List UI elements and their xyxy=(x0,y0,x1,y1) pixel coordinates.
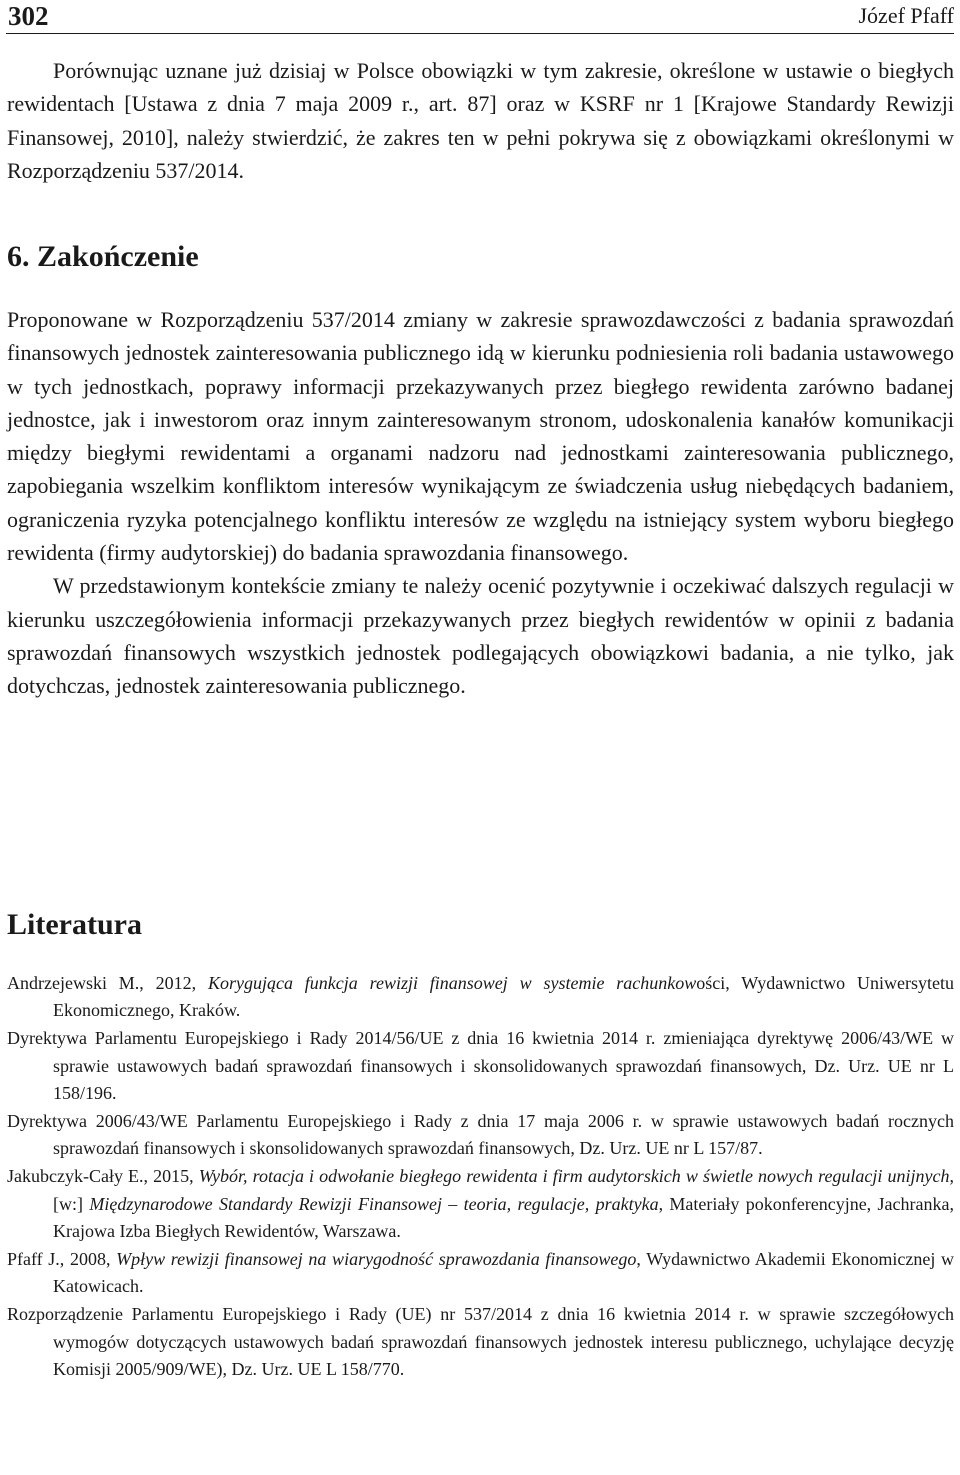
header-rule xyxy=(6,33,954,34)
reference-author: Jakubczyk-Cały E., 2015, xyxy=(7,1166,199,1187)
reference-rest: , Wydawnictwo Akademii Ekonomicznej w Katowicach. xyxy=(53,1249,955,1297)
page-number: 302 xyxy=(8,1,49,31)
literature-heading: Literatura xyxy=(7,908,142,941)
reference-title: Korygująca funkcja rewizji finansowej w systemie rachunkow xyxy=(207,973,697,993)
section-heading: 6. Zakończenie xyxy=(7,240,199,273)
reference-item xyxy=(7,1108,954,1162)
reference-text: Dyrektywa 2006/43/WE Parlamentu Europejskiego i Rady z dnia 17 maja 2006 r. w sprawie ustawowych badań rocznych sprawozdań finansowych i skonsolidowanych sprawozdań finansowych, Dz. Urz. UE nr L 157/87. xyxy=(7,1111,954,1159)
reference-author: Andrzejewski M., 2012, xyxy=(7,973,208,993)
reference-title-2: Międzynarodowe Standardy Rewizji Finansowej – teoria, regulacje, praktyka xyxy=(89,1193,659,1214)
conclusion-section xyxy=(7,303,954,703)
reference-text: Dyrektywa Parlamentu Europejskiego i Rady 2014/56/UE z dnia 16 kwietnia 2014 r. zmieniająca dyrektywę 2006/43/WE w sprawie ustawowych badań sprawozdań finansowych i skonsolidowanych sprawozdań finansowych, Dz. Urz. UE nr L 158/196. xyxy=(7,1028,954,1103)
reference-text: Rozporządzenie Parlamentu Europejskiego i Rady (UE) nr 537/2014 z dnia 16 kwietnia 2014 r. w sprawie szczegółowych wymogów dotyczących ustawowych badań sprawozdań finansowych jednostek interesu publicznego, uchylające decyzję Komisji 2005/909/WE), Dz. Urz. UE L 158/770. xyxy=(7,1304,954,1379)
conclusion-paragraph-1: Proponowane w Rozporządzeniu 537/2014 zmiany w zakresie sprawozdawczości z badania sprawozdań finansowych jednostek zainteresowania publicznego idą w kierunku podniesienia roli badania ustawowego w tych jednostkach, poprawy informacji przekazywanych przez biegłego rewidenta zarówno badanej jednostce, jak i inwestorom oraz innym zainteresowanym stronom, udoskonalenia kanałów komunikacji między biegłymi rewidentami a organami nadzoru nad jednostkami zainteresowania publicznego, zapobiegania wszelkim konfliktom interesów wynikającym ze świadczenia usług niebędących badaniem, ograniczenia ryzyka potencjalnego konfliktu interesów ze względu na istniejący system wyboru biegłego rewidenta (firmy audytorskiej) do badania sprawozdania finansowego. xyxy=(7,307,954,566)
reference-item xyxy=(7,1025,954,1107)
reference-rest: ości, Wydawnictwo Uniwersytetu Ekonomicznego, Kraków. xyxy=(53,973,954,1021)
reference-item xyxy=(7,1246,954,1300)
reference-item xyxy=(7,1163,954,1245)
reference-rest-2: , Materiały pokonferencyjne, Jachranka, Krajowa Izba Biegłych Rewidentów, Warszawa. xyxy=(53,1193,954,1241)
intro-paragraph: Porównując uznane już dzisiaj w Polsce obowiązki w tym zakresie, określone w ustawie o biegłych rewidentach [Ustawa z dnia 7 maja 2009 r., art. 87] oraz w KSRF nr 1 [Krajowe Standardy Rewizji Finansowej, 2010], należy stwierdzić, że zakres ten w pełni pokrywa się z obowiązkami określonymi w Rozporządzeniu 537/2014. xyxy=(7,58,954,183)
reference-rest: , [w:] xyxy=(53,1166,954,1214)
reference-list xyxy=(7,970,954,1384)
reference-title: Wpływ rewizji finansowej na wiarygodność sprawozdania finansowego xyxy=(116,1249,637,1270)
conclusion-paragraph-2: W przedstawionym kontekście zmiany te należy ocenić pozytywnie i oczekiwać dalszych regulacji w kierunku uszczegółowienia informacji przekazywanych przez biegłych rewidentów w opinii z badania sprawozdań finansowych wszystkich jednostek podlegających obowiązkowi badania, a nie tylko, jak dotychczas, jednostek zainteresowania publicznego. xyxy=(7,573,954,699)
reference-title: Wybór, rotacja i odwołanie biegłego rewidenta i firm audytorskich w świetle nowych regulacji unijnych xyxy=(198,1166,950,1187)
reference-author: Pfaff J., 2008, xyxy=(7,1249,117,1270)
reference-item xyxy=(7,970,954,1024)
reference-item xyxy=(7,1301,954,1383)
page-header xyxy=(0,0,960,34)
running-head-author: Józef Pfaff xyxy=(858,3,954,28)
intro-section xyxy=(7,54,954,187)
